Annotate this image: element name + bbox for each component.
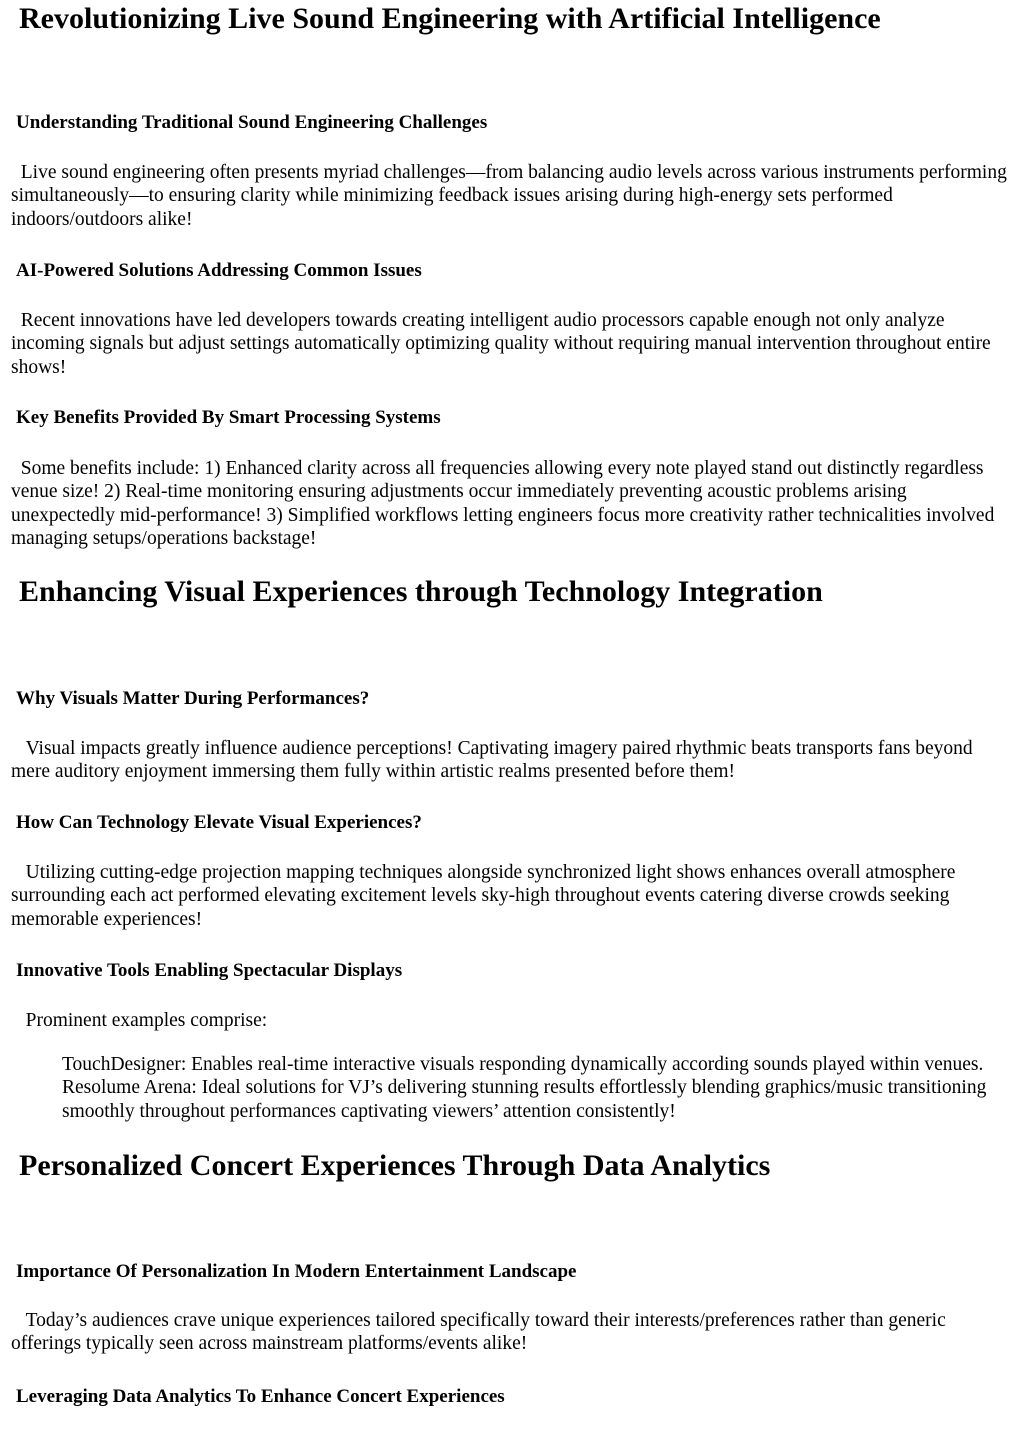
subsection-title-traditional-challenges: Understanding Traditional Sound Engineering Challenges [16,112,488,133]
paragraph-why-visuals-matter: Visual impacts greatly influence audience perceptions! Captivating imagery paired rhythmic beats transports fans beyond mere auditory enjoyment immersing them fully within artistic realms presented before them! [11,738,978,783]
subsection-title-technology-elevate: How Can Technology Elevate Visual Experiences? [16,812,422,833]
section-heading-visual-experiences: Enhancing Visual Experiences through Technology Integration [19,575,823,608]
paragraph-key-benefits: Some benefits include: 1) Enhanced clarity across all frequencies allowing every note played stand out distinctly regardless venue size! 2) Real-time monitoring ensuring adjustments occur immediately preventing acoustic problems arising unexpectedly mid-performance! 3) Simplified workflows letting engineers focus more creativity rather technicalities involved managing setups/operations backstage! [11,458,1000,549]
tools-list-item: TouchDesigner: Enables real-time interactive visuals responding dynamically according sounds played within venues. Resolume Arena: Ideal solutions for VJ’s delivering stunning results effortlessly blending graphics/music transitioning smoothly throughout performances captivating viewers’ attention consistently! [62,1054,987,1122]
subsection-title-innovative-tools: Innovative Tools Enabling Spectacular Displays [16,960,403,981]
subsection-title-key-benefits: Key Benefits Provided By Smart Processing Systems [16,407,441,428]
subsection-title-personalization-importance: Importance Of Personalization In Modern Entertainment Landscape [16,1261,577,1282]
paragraph-innovative-tools-intro: Prominent examples comprise: [11,1010,268,1031]
paragraph-traditional-challenges: Live sound engineering often presents myriad challenges—from balancing audio levels across various instruments performing simultaneously—to ensuring clarity while minimizing feedback issues arising during high-energy sets performed indoors/outdoors alike! [11,162,1012,230]
section-heading-ai-sound: Revolutionizing Live Sound Engineering with Artificial Intelligence [19,2,881,35]
section-heading-personalized-concerts: Personalized Concert Experiences Through Data Analytics [19,1149,771,1182]
paragraph-technology-elevate: Utilizing cutting-edge projection mapping techniques alongside synchronized light shows enhances overall atmosphere surrounding each act performed elevating excitement levels sky-high throughout events catering diverse crowds seeking memorable experiences! [11,862,961,930]
paragraph-personalization-importance: Today’s audiences crave unique experiences tailored specifically toward their interests/preferences rather than generic offerings typically seen across mainstream platforms/events alike! [11,1310,951,1355]
subsection-title-why-visuals-matter: Why Visuals Matter During Performances? [16,688,370,709]
paragraph-ai-solutions: Recent innovations have led developers towards creating intelligent audio processors capable enough not only analyze incoming signals but adjust settings automatically optimizing quality without requiring manual intervention throughout entire shows! [11,310,996,378]
subsection-title-data-analytics: Leveraging Data Analytics To Enhance Concert Experiences [16,1386,505,1407]
subsection-title-ai-solutions: AI-Powered Solutions Addressing Common Issues [16,260,422,281]
